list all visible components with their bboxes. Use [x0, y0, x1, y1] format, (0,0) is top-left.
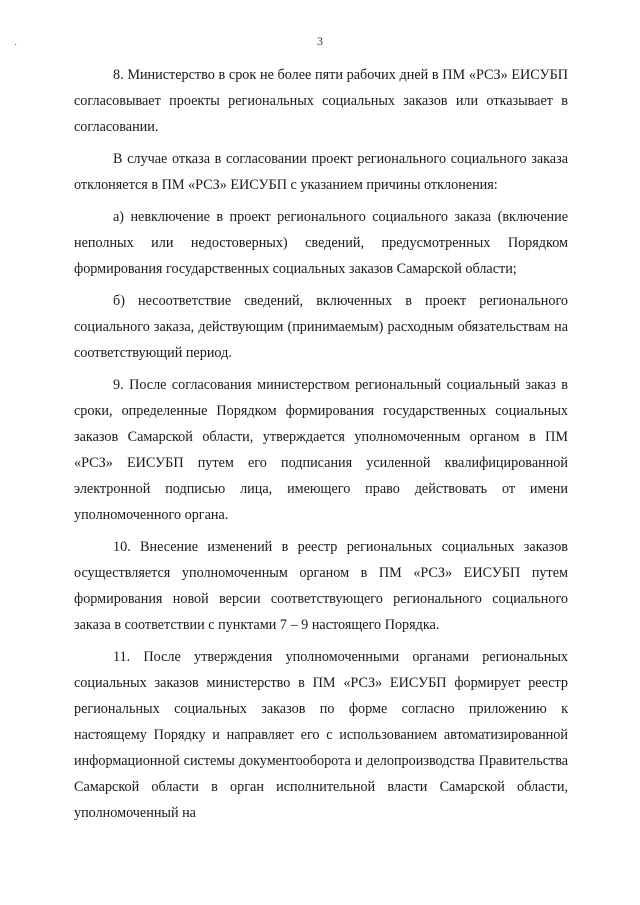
paragraph-rejection: В случае отказа в согласовании проект регионального социального заказа отклоняется в ПМ «РСЗ» ЕИСУБП с указанием причины отклонения: [74, 151, 568, 193]
paragraph-11: 11. После утверждения уполномоченными органами региональных социальных заказов министерство в ПМ «РСЗ» ЕИСУБП формирует реестр региональных социальных заказов по форме согласно приложению к настоящему Порядку и направляет его с использованием автоматизированной информационной системы документооборота и делопроизводства Правительства Самарской области в орган исполнительной власти Самарской области, уполномоченный на [74, 649, 568, 821]
paragraph-item-a: а) невключение в проект регионального социального заказа (включение неполных или недостоверных) сведений, предусмотренных Порядком формирования государственных социальных заказов Самарской области; [74, 209, 568, 277]
scan-artifact-mark: · [14, 40, 18, 51]
page-number: 3 [317, 34, 323, 48]
paragraph-10: 10. Внесение изменений в реестр региональных социальных заказов осуществляется уполномоченным органом в ПМ «РСЗ» ЕИСУБП путем формирования новой версии соответствующего регионального социального заказа в соответствии с пунктами 7 – 9 настоящего Порядка. [74, 539, 568, 633]
paragraph-8: 8. Министерство в срок не более пяти рабочих дней в ПМ «РСЗ» ЕИСУБП согласовывает проекты региональных социальных заказов или отказывает в согласовании. [74, 67, 568, 135]
paragraph-item-b: б) несоответствие сведений, включенных в проект регионального социального заказа, действующим (принимаемым) расходным обязательствам на соответствующий период. [74, 293, 568, 361]
document-body [74, 62, 568, 832]
paragraph-9: 9. После согласования министерством региональный социальный заказ в сроки, определенные Порядком формирования государственных социальных заказов Самарской области, утверждается уполномоченным органом в ПМ «РСЗ» ЕИСУБП путем его подписания усиленной квалифицированной электронной подписью лица, имеющего право действовать от имени уполномоченного органа. [74, 377, 568, 523]
